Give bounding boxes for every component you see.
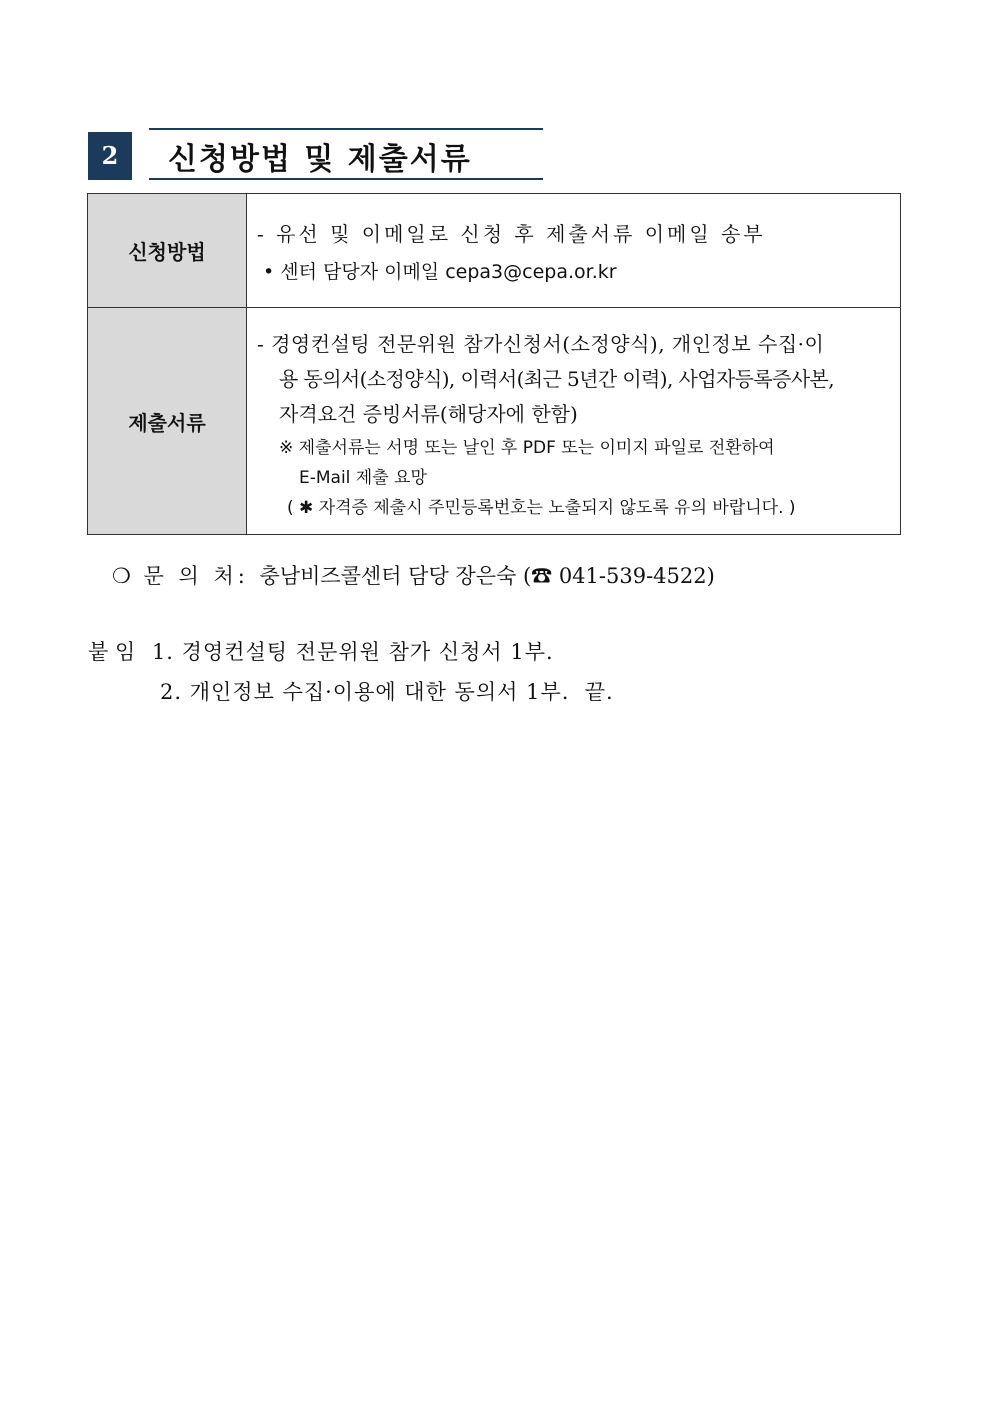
row-label-documents: 제출서류 — [88, 308, 247, 535]
method-line-2: • 센터 담당자 이메일 cepa3@cepa.or.kr — [263, 261, 617, 283]
row-label-method: 신청방법 — [88, 194, 247, 308]
section-title: 신청방법 및 제출서류 — [168, 142, 472, 177]
title-rule-top — [149, 128, 543, 130]
title-rule-bottom — [149, 178, 543, 180]
attachments-prefix: 붙 임 — [88, 640, 136, 664]
documents-note-1: ※ 제출서류는 서명 또는 날인 후 PDF 또는 이미지 파일로 전환하여 — [279, 438, 775, 458]
row-content-method — [247, 194, 901, 308]
documents-note-3: ( ✱ 자격증 제출시 주민등록번호는 노출되지 않도록 유의 바랍니다. ) — [287, 498, 796, 518]
method-line-1: - 유선 및 이메일로 신청 후 제출서류 이메일 송부 — [257, 222, 766, 246]
application-info-table — [87, 193, 901, 535]
contact-line — [112, 560, 715, 590]
contact-text: 충남비즈콜센터 담당 장은숙 (☎ 041-539-4522) — [259, 564, 715, 588]
attachments-line-2 — [160, 676, 614, 706]
attachments-line-1 — [88, 636, 554, 666]
attachment-item-1: 1. 경영컨설팅 전문위원 참가 신청서 1부. — [151, 640, 554, 664]
table-row — [88, 194, 901, 308]
documents-line-1: - 경영컨설팅 전문위원 참가신청서(소정양식), 개인정보 수집·이 — [257, 332, 825, 356]
row-content-documents — [247, 308, 901, 535]
documents-line-3: 자격요건 증빙서류(해당자에 한함) — [279, 402, 578, 426]
section-header — [88, 128, 543, 182]
attachment-item-2: 2. 개인정보 수집·이용에 대한 동의서 1부. 끝. — [160, 680, 614, 704]
documents-note-2: E-Mail 제출 요망 — [299, 468, 427, 488]
contact-label: 문 의 처: — [143, 564, 249, 588]
table-row — [88, 308, 901, 535]
circle-bullet-icon: ❍ — [112, 564, 131, 588]
section-number: 2 — [88, 132, 132, 180]
documents-line-2: 용 동의서(소정양식), 이력서(최근 5년간 이력), 사업자등록증사본, — [279, 367, 834, 391]
